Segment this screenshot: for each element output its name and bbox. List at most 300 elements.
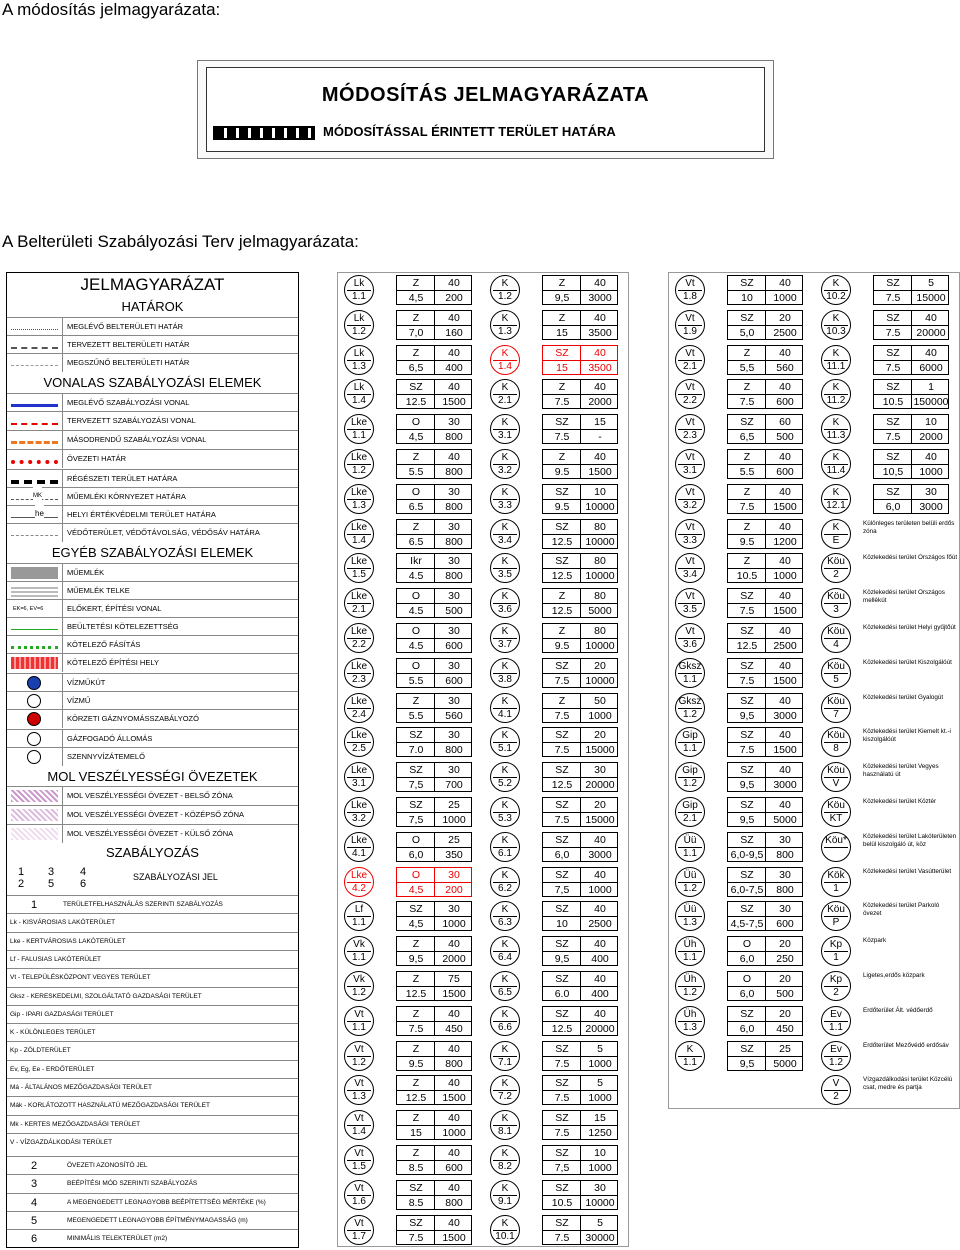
building-mode: SZ [555, 1042, 569, 1055]
min-plot-area: 500 [776, 988, 794, 1000]
max-coverage: 30 [448, 416, 460, 429]
legend-symbol [7, 730, 63, 748]
zone-badge [344, 1145, 374, 1175]
building-mode: SZ [409, 729, 423, 742]
building-mode: O [411, 659, 421, 672]
legend-row [7, 449, 298, 468]
max-height: 12.5 [736, 640, 758, 652]
zone-description: Közlekedési terület Gyalogút [863, 693, 944, 701]
legend-section-mol: MOL VESZÉLYESSÉGI ÖVEZETEK [47, 769, 258, 784]
min-plot-area: 560 [776, 361, 794, 374]
zone-code: Ev [830, 1043, 842, 1055]
legend-symbol [7, 636, 63, 654]
regulation-key-number: 6 [80, 878, 87, 890]
max-coverage: 40 [779, 555, 791, 568]
max-height: 9.5 [554, 640, 570, 652]
numbered-row-label: MEGENGEDETT LEGNAGYOBB ÉPÍTMÉNYMAGASSÁG (m) [67, 1216, 248, 1224]
building-mode: Z [412, 694, 420, 707]
zone-params [727, 345, 803, 375]
max-height: 7,5 [554, 883, 570, 896]
building-mode: SZ [409, 1181, 423, 1194]
regulation-key-number: 2 [18, 878, 25, 890]
building-mode: SZ [555, 1147, 569, 1159]
zone-code: K [501, 417, 509, 429]
zone-code: Üh [683, 974, 697, 985]
zone-cell [669, 726, 809, 759]
zone-badge [675, 345, 705, 375]
zone-params [542, 762, 618, 792]
zone-badge [344, 1180, 374, 1210]
zone-code: K [501, 869, 509, 881]
zone-cell [815, 448, 955, 481]
max-height: 7.5 [554, 1092, 570, 1105]
zone-badge [821, 623, 851, 653]
max-height: 6.5 [408, 500, 424, 513]
sewage-pump-icon [27, 750, 41, 764]
max-height: 10.5 [551, 1196, 573, 1209]
zone-params [542, 553, 618, 583]
max-coverage: 20 [594, 659, 606, 672]
zone-badge [675, 971, 705, 1001]
numbered-row-label: A MEGENGEDETT LEGNAGYOBB BEÉPÍTETTSÉG MÉRTÉKE (%) [67, 1198, 266, 1206]
legend-symbol [7, 806, 63, 824]
zone-cell [484, 866, 624, 899]
zone-cell [815, 1040, 955, 1073]
zone-params [727, 901, 803, 931]
building-mode: SZ [555, 1007, 569, 1020]
building-mode: Z [558, 625, 566, 637]
building-mode: Z [412, 938, 420, 951]
zone-cell [484, 448, 624, 481]
max-height: 7.5 [739, 674, 755, 687]
max-height: 4,5-7,5 [730, 918, 764, 931]
zone-number: 3 [833, 604, 839, 616]
zone-code: K [501, 1043, 509, 1055]
zone-cell [484, 483, 624, 516]
zone-number: 2.2 [352, 639, 366, 650]
zone-cell [484, 726, 624, 759]
max-coverage: 25 [448, 799, 460, 811]
zone-cell [669, 413, 809, 446]
zone-number: 1 [833, 952, 839, 964]
zone-badge [675, 379, 705, 409]
zone-badge [490, 310, 520, 340]
zone-params [542, 1180, 618, 1210]
zone-badge [344, 901, 374, 931]
zone-number: 3.3 [683, 534, 697, 546]
max-height: 5.5 [408, 709, 424, 722]
min-plot-area: 10000 [585, 1196, 615, 1209]
min-plot-area: 1200 [773, 535, 797, 548]
zone-code-label: Gip - IPARI GAZDASÁGI TERÜLET [10, 1010, 114, 1018]
zone-cell [484, 796, 624, 829]
zone-badge [344, 832, 374, 862]
min-plot-area: 400 [445, 361, 463, 374]
zone-cell [669, 344, 809, 377]
legend-row [7, 805, 298, 824]
modification-legend-frame [206, 67, 765, 152]
zone-cell [338, 587, 478, 620]
building-mode: Z [412, 451, 420, 463]
legend-row [7, 635, 298, 654]
zone-badge [490, 519, 520, 549]
zone-code: Köu [827, 730, 845, 742]
zone-code: Lke [350, 452, 368, 463]
zone-badge [821, 1006, 851, 1036]
min-plot-area: 1500 [773, 674, 797, 687]
zone-number: E [832, 534, 840, 546]
zone-description: Közlekedési terület Köztér [863, 798, 937, 805]
zone-number: 4.2 [352, 882, 366, 894]
legend-symbol [7, 354, 63, 372]
max-height: 6,5 [739, 431, 755, 444]
modification-legend-box [197, 60, 774, 159]
zone-code: K [832, 417, 840, 429]
zone-params [727, 832, 803, 862]
zone-badge [490, 693, 520, 723]
zone-cell [815, 726, 955, 759]
max-height: 4,5 [408, 883, 424, 896]
zone-code-row [7, 1133, 298, 1152]
zone-cell [338, 657, 478, 690]
zone-number: 3.8 [498, 673, 512, 685]
legend-label: MEGSZŰNŐ BELTERÜLETI HATÁR [67, 358, 190, 367]
max-coverage: 10 [594, 1147, 606, 1159]
min-plot-area: 2000 [588, 396, 612, 409]
zone-code: Ev [830, 1008, 842, 1020]
zone-number: 10.1 [495, 1230, 515, 1242]
legend-label: TERVEZETT SZABÁLYOZÁSI VONAL [67, 416, 196, 425]
zone-cell [815, 587, 955, 620]
min-plot-area: 15000 [585, 744, 615, 757]
min-plot-area: 200 [445, 883, 463, 896]
max-coverage: 40 [779, 694, 791, 707]
zone-code: Üü [683, 904, 697, 916]
min-plot-area: 450 [776, 1022, 794, 1035]
zone-number: 7 [833, 708, 839, 720]
building-mode: SZ [886, 381, 900, 394]
zone-number: 1.4 [498, 360, 512, 372]
min-plot-area: 500 [776, 431, 794, 444]
numbered-row-label: ÖVEZETI AZONOSÍTÓ JEL [67, 1162, 148, 1169]
building-mode: SZ [555, 520, 569, 533]
zone-params [542, 797, 618, 827]
zone-badge [821, 867, 851, 897]
zone-badge [490, 936, 520, 966]
zone-table-middle [337, 272, 629, 1247]
zone-cell [669, 483, 809, 516]
zone-badge [821, 1041, 851, 1071]
max-coverage: 5 [597, 1077, 603, 1090]
max-height: 10 [741, 292, 753, 304]
min-plot-area: 2500 [588, 918, 612, 931]
max-height: 6,0 [554, 848, 570, 861]
zone-params [727, 658, 803, 688]
zone-params [727, 310, 803, 340]
max-coverage: 30 [448, 485, 460, 498]
legend-row [7, 673, 298, 692]
zone-cell [815, 970, 955, 1003]
zone-code: Köu* [825, 834, 847, 846]
max-height: 4,5 [408, 292, 424, 304]
zone-code-row [7, 913, 298, 932]
building-mode: SZ [409, 1216, 423, 1229]
zone-badge [675, 727, 705, 757]
zone-number: 8 [833, 743, 839, 755]
zone-description: Közlekedési terület Helyi gyűjtőút [863, 624, 956, 631]
zone-number: 1.5 [352, 1161, 366, 1172]
zone-number: 1.2 [352, 465, 366, 476]
zone-number: 8.2 [498, 1161, 512, 1172]
zone-number: 4.1 [352, 847, 366, 859]
max-height: 6,0-7,5 [730, 883, 764, 896]
max-height: 12.5 [405, 396, 427, 409]
zone-code: K [501, 730, 509, 742]
max-coverage: 40 [448, 1147, 460, 1159]
legend-symbol [7, 564, 63, 582]
min-plot-area: 10000 [585, 570, 615, 583]
building-mode: Z [412, 311, 420, 324]
zone-code: K [501, 452, 509, 463]
max-coverage: 40 [448, 381, 460, 394]
legend-label: VÍZMŰ [67, 696, 91, 705]
zone-code-number: 1 [31, 899, 38, 911]
max-coverage: 40 [448, 1216, 460, 1229]
zone-number: 1.1 [352, 917, 366, 929]
legend-symbol [7, 600, 63, 618]
zone-cell [484, 413, 624, 446]
zone-code: Lke [350, 626, 368, 637]
min-plot-area: 500 [445, 605, 463, 618]
legend-symbol-graphic [11, 585, 58, 597]
zone-params [396, 1041, 472, 1071]
zone-badge [490, 1110, 520, 1140]
max-height: 7.5 [554, 814, 570, 826]
zone-code-label: V - VÍZGAZDÁLKODÁSI TERÜLET [10, 1138, 113, 1146]
zone-params [727, 449, 803, 479]
legend-symbol-graphic [11, 535, 58, 548]
zone-cell [815, 657, 955, 690]
zone-cell [669, 1005, 809, 1038]
zone-cell [484, 657, 624, 690]
zone-code: Kp [829, 974, 843, 985]
zone-code-row [7, 1096, 298, 1115]
zone-number: 5 [833, 673, 839, 685]
zone-description: Közlekedési terület Vegyes használatú út [863, 763, 939, 779]
max-coverage: 80 [594, 520, 606, 533]
zone-params [542, 832, 618, 862]
zone-badge [821, 936, 851, 966]
legend-label: HELYI ÉRTÉKVÉDELMI TERÜLET HATÁRA [67, 510, 216, 519]
zone-cell [669, 900, 809, 933]
zone-code: K [501, 800, 509, 811]
legend-label: MŰEMLÉK TELKE [67, 586, 130, 595]
min-plot-area: 1500 [442, 1231, 466, 1244]
max-coverage: 40 [779, 277, 791, 289]
max-coverage: 40 [448, 938, 460, 951]
zone-badge [344, 345, 374, 375]
max-coverage: 40 [594, 311, 606, 324]
zone-cell [815, 935, 955, 968]
building-mode: Z [743, 346, 751, 359]
zone-code: K [501, 626, 509, 637]
zone-code-row [7, 895, 298, 914]
zone-number: 2 [833, 569, 839, 581]
zone-number: 3.2 [352, 813, 366, 824]
zone-number: 1.4 [352, 1126, 366, 1138]
zone-code: Gksz [678, 695, 702, 707]
numbered-row-number: 5 [31, 1214, 38, 1227]
max-coverage: 5 [928, 277, 934, 289]
zone-cell [669, 378, 809, 411]
zone-code: Vt [685, 486, 695, 498]
zone-badge [344, 971, 374, 1001]
zone-badge [675, 693, 705, 723]
legend-label: KÖTELEZŐ FÁSÍTÁS [67, 640, 141, 649]
min-plot-area: 800 [776, 883, 794, 896]
zone-number: 10.2 [826, 291, 846, 302]
zone-number: 1.2 [352, 325, 366, 337]
max-height: 10.5 [736, 570, 758, 583]
zone-code: K [501, 278, 509, 289]
zone-cell [338, 518, 478, 551]
zone-code: K [501, 765, 509, 777]
zone-code-label: Ev, Eg, Ee - ERDŐTERÜLET [10, 1065, 95, 1073]
zone-cell [669, 274, 809, 307]
zone-code: Gksz [678, 660, 702, 672]
zone-params [727, 867, 803, 897]
building-mode: SZ [740, 694, 754, 707]
legend-label: ELŐKERT, ÉPÍTÉSI VONAL [67, 604, 162, 613]
zone-badge [344, 1110, 374, 1140]
zone-code: Köu [827, 904, 845, 916]
max-coverage: 75 [448, 973, 460, 985]
max-height: 7,5 [554, 1162, 570, 1174]
min-plot-area: 5000 [773, 1057, 797, 1070]
zone-code: K [501, 1113, 509, 1125]
max-coverage: 40 [448, 1112, 460, 1125]
zone-number: 3.6 [498, 604, 512, 616]
max-height: 6,0-9,5 [730, 848, 764, 861]
zone-description: Közlekedési terület Lakóterületen belül kiszolgáló út, köz [863, 832, 957, 848]
min-plot-area: 15000 [585, 814, 615, 826]
zone-code-label: Má - ÁLTALÁNOS MEZŐGAZDASÁGI TERÜLET [10, 1084, 152, 1091]
zone-code: K [832, 278, 840, 289]
zone-badge [490, 1041, 520, 1071]
max-coverage: 30 [779, 868, 791, 881]
max-coverage: 40 [448, 277, 460, 289]
zone-code: K [501, 939, 509, 951]
max-coverage: 30 [448, 868, 460, 881]
zone-number: 1.8 [683, 291, 697, 302]
max-coverage: 80 [594, 625, 606, 637]
building-mode: O [411, 485, 421, 498]
max-coverage: 40 [779, 520, 791, 533]
zone-badge [821, 693, 851, 723]
building-mode: Z [412, 520, 420, 533]
zone-badge [490, 414, 520, 444]
zone-code: K [501, 1148, 509, 1159]
numbered-row [7, 1211, 298, 1230]
max-coverage: 40 [594, 381, 606, 394]
zone-params [542, 379, 618, 409]
zone-params [396, 762, 472, 792]
zone-cell [815, 483, 955, 516]
zone-cell [669, 761, 809, 794]
zone-description: Ligetes,erdős közpark [863, 972, 925, 979]
zone-badge [344, 379, 374, 409]
zone-number: 4 [833, 639, 839, 650]
zone-code-label: Lke - KERTVÁROSIAS LAKÓTERÜLET [10, 937, 126, 945]
zone-code-label: Vt - TELEPÜLÉSKÖZPONT VEGYES TERÜLET [10, 974, 151, 982]
zone-params [542, 1145, 618, 1175]
zone-cell [484, 1144, 624, 1177]
zone-code-row [7, 1023, 298, 1042]
zone-number: 4.1 [498, 708, 512, 720]
zone-cell [484, 1074, 624, 1107]
max-height: 9,5 [739, 814, 755, 826]
zone-code-label: Mk - KERTES MEZŐGAZDASÁGI TERÜLET [10, 1120, 141, 1128]
zone-code-label: K - KÜLÖNLEGES TERÜLET [10, 1029, 96, 1037]
min-plot-area: 10000 [585, 535, 615, 548]
zone-code: K [501, 834, 509, 846]
zone-cell [669, 657, 809, 690]
zone-number: 1.4 [352, 395, 366, 407]
max-coverage: 40 [925, 346, 937, 359]
max-height: 7.5 [408, 1231, 424, 1244]
min-plot-area: 10000 [585, 674, 615, 687]
zone-params [873, 379, 949, 409]
zone-code: Vt [685, 347, 695, 359]
max-coverage: 30 [594, 764, 606, 777]
max-coverage: 5 [597, 1216, 603, 1229]
zone-cell [669, 552, 809, 585]
building-mode: SZ [555, 346, 569, 359]
legend-label: SZENNYVÍZÁTEMELŐ [67, 752, 145, 761]
max-height: 9.5 [739, 535, 755, 548]
max-height: 7.5 [554, 744, 570, 757]
zone-cell [669, 1040, 809, 1073]
zone-cell [338, 935, 478, 968]
building-mode: Z [558, 277, 566, 289]
zone-badge [675, 310, 705, 340]
regulation-key-number: 4 [80, 866, 87, 878]
zone-cell [484, 274, 624, 307]
building-mode: SZ [740, 625, 754, 637]
building-mode: Z [743, 381, 751, 394]
min-plot-area: 1000 [588, 709, 612, 722]
min-plot-area: 600 [776, 466, 794, 478]
zone-number: 1.2 [352, 987, 366, 998]
legend-row [7, 393, 298, 412]
zone-code: V [832, 1078, 840, 1090]
zone-cell [669, 970, 809, 1003]
legend-row [7, 824, 298, 843]
zone-params [727, 936, 803, 966]
zone-number: 2 [833, 987, 839, 998]
max-coverage: 1 [928, 381, 934, 394]
legend-label: VÍZMŰKÚT [67, 678, 106, 687]
legend-row [7, 335, 298, 354]
min-plot-area: 800 [445, 744, 463, 757]
zone-badge [490, 588, 520, 618]
zone-code: K [501, 1182, 509, 1194]
legend-label: MEGLÉVŐ BELTERÜLETI HATÁR [67, 322, 183, 331]
zone-badge [344, 1041, 374, 1071]
zone-badge [675, 588, 705, 618]
legend-row [7, 747, 298, 766]
zone-badge [490, 1145, 520, 1175]
